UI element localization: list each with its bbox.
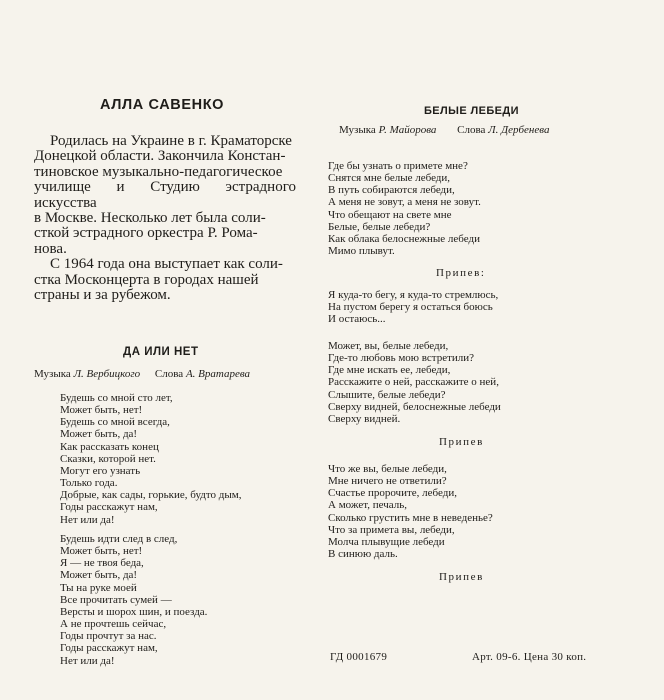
lyric-line: Снятся мне белые лебеди, [328,172,451,185]
composer: Л. Вербицкого [73,368,141,380]
lyric-line: Может быть, нет! [60,545,143,558]
artist-name-heading: АЛЛА САВЕНКО [100,97,225,113]
lyric-line: Что за примета вы, лебеди, [328,523,455,536]
lyric-line: Что же вы, белые лебеди, [328,463,447,475]
lyricist: А. Вратарева [185,368,251,380]
song1-verse-2 [60,533,207,667]
lyric-line: Может быть, да! [60,569,138,582]
lyric-line: Как облака белоснежные лебеди [328,232,480,245]
lyric-line: Где-то любовь мою встретили? [328,352,475,365]
lyric-line: Годы расскажут нам, [60,642,158,655]
lyric-line: Нет или да! [60,513,115,526]
lyric-line: Слышите, белые лебеди? [328,388,446,401]
lyric-line: Молча плывущие лебеди [328,535,445,548]
chorus-heading-1: Припев: [436,267,486,279]
lyric-line: А не прочтешь сейчас, [60,618,167,631]
chorus-heading-2: Припев [439,436,484,448]
chorus-heading-3: Припев [439,571,484,583]
lyric-line: Может, вы, белые лебеди, [328,340,449,352]
lyric-line: Добрые, как сады, горькие, будто дым, [60,489,242,502]
lyric-line: Может быть, да! [60,428,138,441]
lyric-line: Что обещают на свете мне [328,208,452,221]
bio-paragraph-1: Родилась на Украине в г. Краматорске Донецкой области. Закончила Констан- тиновское музыкально-педагогическое училище и Студию эстрадного искусства в Москве. Несколько лет была соли- сткой эстрадного оркестра Р. Рома- нова. [34,133,296,257]
lyric-line: Я куда-то бегу, я куда-то стремлюсь, [328,289,499,301]
lyric-line: Все прочитать сумей — [60,593,172,606]
lyric-line: Сколько грустить мне в неведенье? [328,511,493,524]
lyric-line: Только года. [60,477,118,490]
lyric-line: Мимо плывут. [328,245,395,258]
lyric-line: Счастье пророчите, лебеди, [328,487,457,500]
song2-verse-2 [328,340,501,425]
lyric-line: В путь собираются лебеди, [328,184,455,197]
lyric-line: А может, печаль, [328,499,407,512]
lyricist: Л. Дербенева [488,124,550,136]
lyric-line: Годы расскажут нам, [60,501,158,514]
lyric-line: А меня не зовут, а меня не зовут. [328,196,481,209]
song-title-belye-lebedi: БЕЛЫЕ ЛЕБЕДИ [424,105,519,117]
lyric-line: Мне ничего не ответили? [328,475,447,488]
lyric-line: В синюю даль. [328,548,398,561]
lyric-line: И остаюсь... [328,313,386,326]
lyric-line: Будешь идти след в след, [60,533,178,545]
lyric-line: Ты на руке моей [60,581,137,594]
lyric-line: Версты и шорох шин, и поезда. [60,605,208,618]
lyric-line: Будешь со мной всегда, [60,416,170,429]
music-label: Музыка [34,368,71,380]
music-label: Музыка [339,124,376,136]
lyric-line: Сверху видней. [328,412,401,425]
lyric-line: Могут его узнать [60,464,141,477]
biography [34,134,296,303]
lyric-line: Годы прочтут за нас. [60,630,157,643]
lyric-line: Нет или да! [60,654,115,667]
words-label: Слова [457,124,486,136]
price-info: Арт. 09-6. Цена 30 коп. [472,651,587,663]
words-label: Слова [154,368,184,380]
lyric-line: Расскажите о ней, расскажите о ней, [328,376,499,389]
lyric-line: Где мне искать ее, лебеди, [328,364,451,377]
song2-verse-3 [328,463,493,560]
lyric-line: Белые, белые лебеди? [328,220,431,233]
song1-verse-1 [60,392,241,526]
song1-credits [34,368,250,380]
song2-verse-1 [328,160,481,257]
lyric-line: Может быть, нет! [60,404,143,417]
catalog-code: ГД 0001679 [330,651,388,663]
lyric-line: Где бы узнать о примете мне? [328,160,468,172]
song-title-da-ili-net: ДА ИЛИ НЕТ [123,346,199,358]
lyric-line: Сказки, которой нет. [60,452,156,465]
lyric-line: Будешь со мной сто лет, [60,392,173,404]
song2-chorus [328,289,498,325]
lyric-line: Сверху видней, белоснежные лебеди [328,400,501,413]
lyric-line: На пустом берегу я остаться боюсь [328,301,493,314]
bio-paragraph-2: С 1964 года она выступает как соли- стка Москонцерта в городах нашей страны и за рубежом. [34,256,283,304]
lyric-line: Как рассказать конец [60,440,159,453]
lyric-line: Я — не твоя беда, [60,557,144,570]
song2-credits [339,124,549,136]
composer: Р. Майорова [378,124,437,136]
